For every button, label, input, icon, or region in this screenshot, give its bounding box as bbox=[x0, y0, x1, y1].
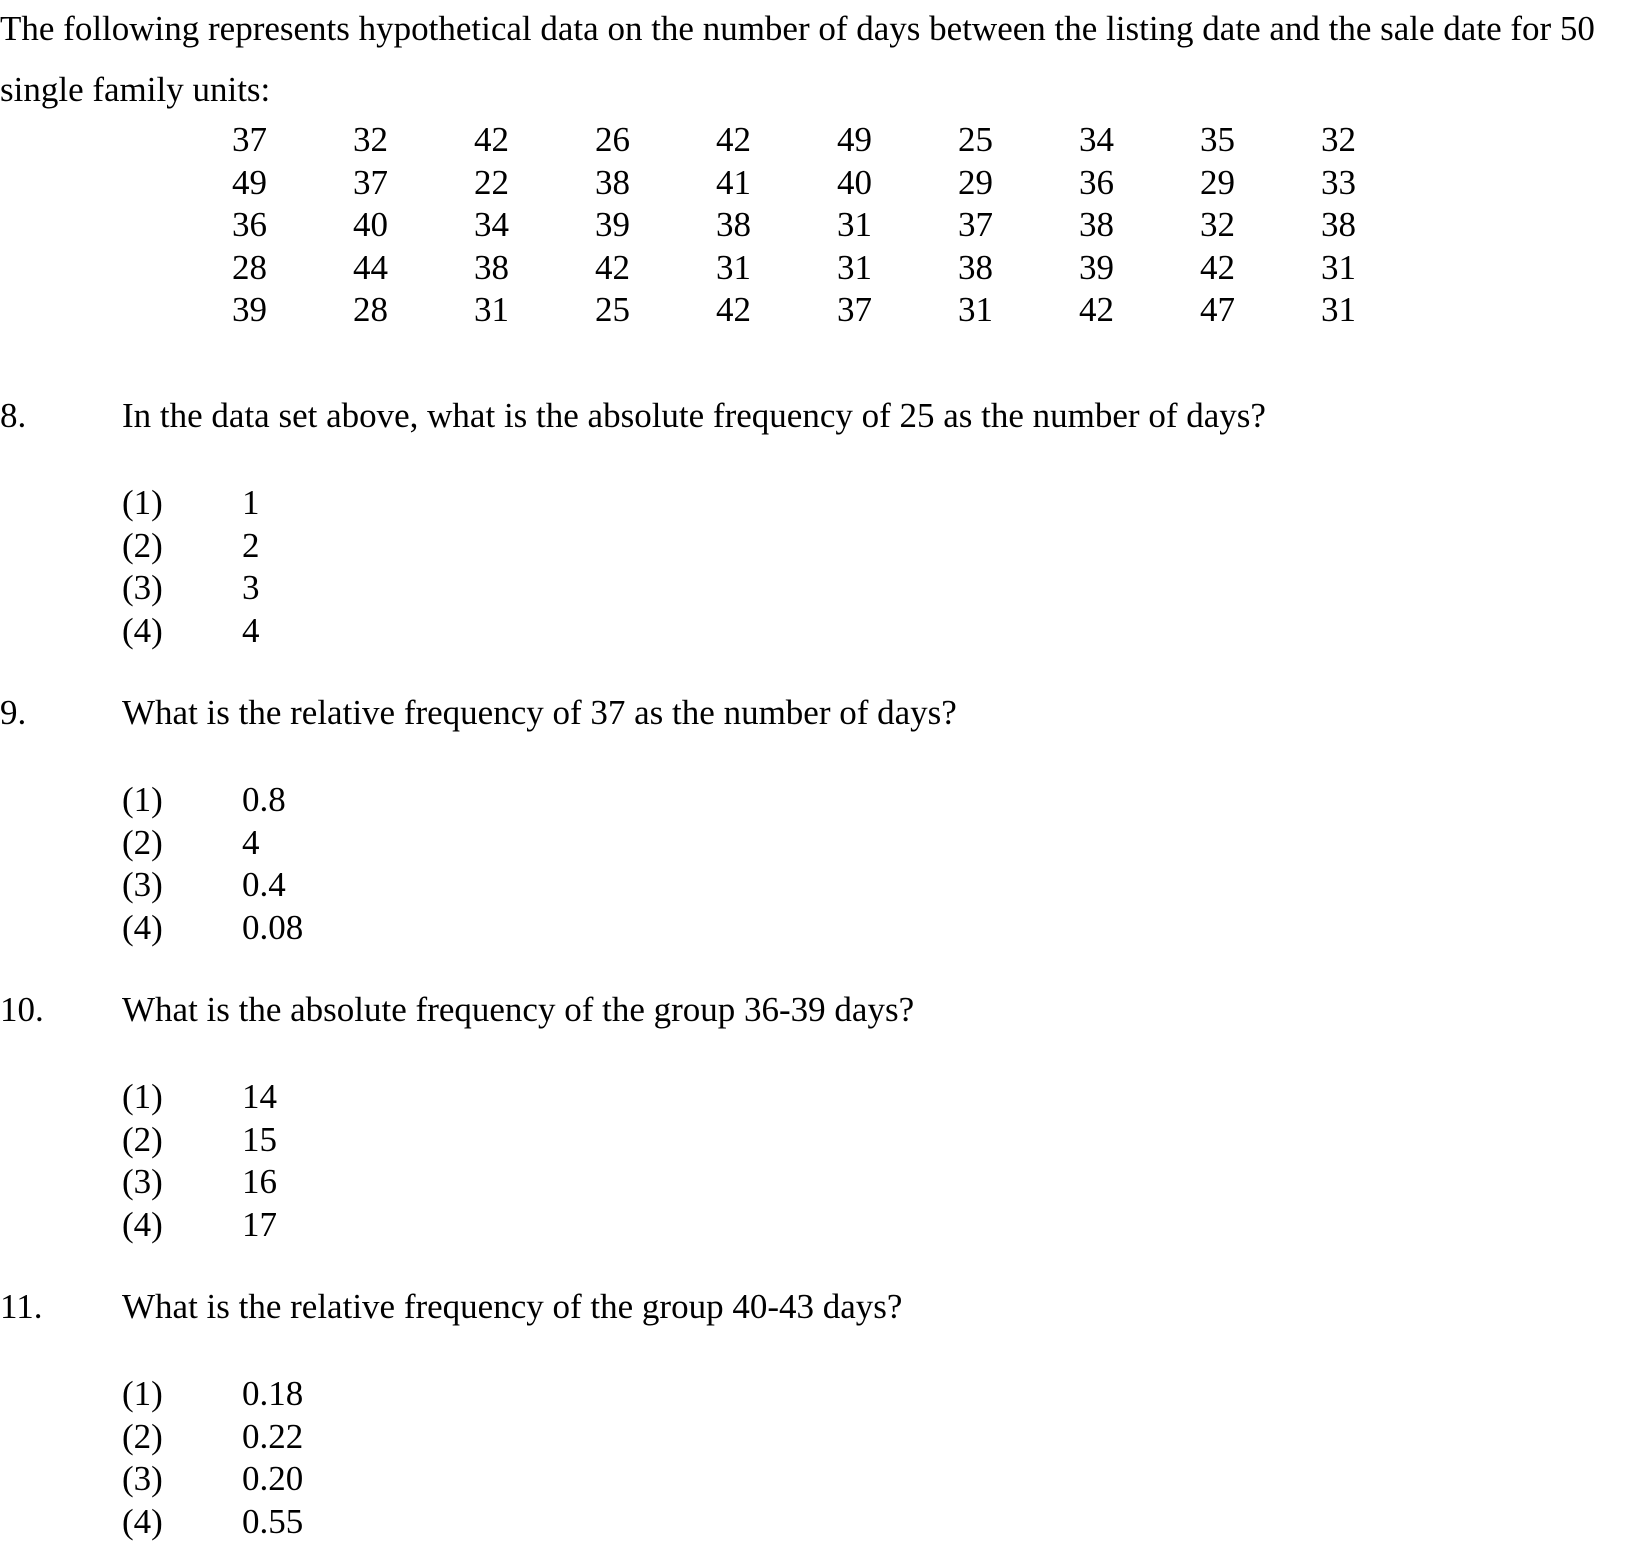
data-cell: 31 bbox=[1321, 290, 1356, 330]
data-cell: 34 bbox=[1079, 120, 1114, 160]
data-cell: 38 bbox=[1079, 205, 1114, 245]
option-label: (2) bbox=[122, 822, 163, 862]
option-value: 15 bbox=[242, 1119, 277, 1159]
option-label: (3) bbox=[122, 1162, 163, 1201]
option-value: 0.18 bbox=[242, 1374, 304, 1413]
data-cell: 42 bbox=[716, 120, 751, 160]
data-cell: 42 bbox=[595, 247, 630, 287]
option-value: 14 bbox=[242, 1077, 277, 1116]
data-row bbox=[232, 289, 1442, 332]
option-value: 2 bbox=[242, 525, 260, 565]
data-cell: 31 bbox=[837, 247, 872, 287]
data-cell: 36 bbox=[1079, 162, 1114, 202]
option-label: (2) bbox=[122, 1119, 163, 1159]
option-label: (4) bbox=[122, 610, 163, 650]
option-label: (3) bbox=[122, 1459, 163, 1498]
data-cell: 31 bbox=[1321, 247, 1356, 287]
question-text: What is the absolute frequency of the group 36-39 days? bbox=[122, 990, 915, 1029]
data-cell: 22 bbox=[474, 162, 509, 202]
data-cell: 32 bbox=[353, 120, 388, 160]
option-label: (4) bbox=[122, 907, 163, 947]
data-cell: 49 bbox=[232, 162, 267, 202]
data-cell: 28 bbox=[232, 247, 267, 287]
option-label: (1) bbox=[122, 780, 163, 819]
data-cell: 36 bbox=[232, 205, 267, 245]
data-cell: 44 bbox=[353, 247, 388, 287]
data-cell: 38 bbox=[716, 205, 751, 245]
option-label: (4) bbox=[122, 1501, 163, 1541]
data-cell: 32 bbox=[1200, 205, 1235, 245]
option-value: 17 bbox=[242, 1204, 277, 1244]
data-cell: 42 bbox=[1079, 290, 1114, 330]
data-cell: 34 bbox=[474, 205, 509, 245]
data-cell: 42 bbox=[474, 120, 509, 160]
question-text: In the data set above, what is the absolute frequency of 25 as the number of days? bbox=[122, 396, 1266, 435]
data-cell: 31 bbox=[958, 290, 993, 330]
option-label: (1) bbox=[122, 1374, 163, 1413]
option-label: (2) bbox=[122, 1416, 163, 1456]
data-cell: 40 bbox=[837, 162, 872, 202]
data-cell: 47 bbox=[1200, 290, 1235, 330]
data-cell: 39 bbox=[595, 205, 630, 245]
data-cell: 31 bbox=[474, 290, 509, 330]
data-cell: 37 bbox=[958, 205, 993, 245]
data-cell: 32 bbox=[1321, 120, 1356, 160]
option-label: (3) bbox=[122, 568, 163, 607]
data-cell: 25 bbox=[958, 120, 993, 160]
data-row bbox=[232, 247, 1442, 290]
data-cell: 42 bbox=[716, 290, 751, 330]
data-cell: 49 bbox=[837, 120, 872, 160]
data-cell: 37 bbox=[353, 162, 388, 202]
question-number: 10. bbox=[0, 990, 44, 1029]
data-row bbox=[232, 162, 1442, 205]
question-text: What is the relative frequency of 37 as the number of days? bbox=[122, 693, 957, 732]
data-row bbox=[232, 119, 1442, 162]
intro-paragraph: The following represents hypothetical data on the number of days between the listing date and the sale date for 50 single family units: bbox=[0, 9, 1595, 109]
data-cell: 37 bbox=[232, 120, 267, 160]
data-cell: 33 bbox=[1321, 162, 1356, 202]
data-cell: 42 bbox=[1200, 247, 1235, 287]
data-cell: 38 bbox=[595, 162, 630, 202]
option-value: 0.08 bbox=[242, 907, 304, 947]
option-value: 0.8 bbox=[242, 780, 286, 819]
option-value: 4 bbox=[242, 822, 260, 862]
question-number: 9. bbox=[0, 693, 27, 732]
data-cell: 38 bbox=[1321, 205, 1356, 245]
data-cell: 26 bbox=[595, 120, 630, 160]
data-cell: 38 bbox=[958, 247, 993, 287]
data-cell: 40 bbox=[353, 205, 388, 245]
option-value: 0.4 bbox=[242, 865, 286, 904]
data-cell: 28 bbox=[353, 290, 388, 330]
option-value: 0.20 bbox=[242, 1459, 304, 1498]
data-cell: 31 bbox=[837, 205, 872, 245]
data-cell: 29 bbox=[1200, 162, 1235, 202]
option-value: 3 bbox=[242, 568, 260, 607]
data-cell: 29 bbox=[958, 162, 993, 202]
option-label: (2) bbox=[122, 525, 163, 565]
option-value: 0.55 bbox=[242, 1501, 304, 1541]
question-number: 11. bbox=[0, 1287, 43, 1326]
option-label: (4) bbox=[122, 1204, 163, 1244]
option-value: 16 bbox=[242, 1162, 277, 1201]
option-value: 1 bbox=[242, 483, 260, 522]
option-value: 4 bbox=[242, 610, 260, 650]
option-label: (1) bbox=[122, 483, 163, 522]
data-cell: 37 bbox=[837, 290, 872, 330]
data-cell: 25 bbox=[595, 290, 630, 330]
question-text: What is the relative frequency of the group 40-43 days? bbox=[122, 1287, 903, 1326]
data-cell: 35 bbox=[1200, 120, 1235, 160]
option-label: (1) bbox=[122, 1077, 163, 1116]
option-label: (3) bbox=[122, 865, 163, 904]
question-number: 8. bbox=[0, 396, 27, 435]
data-cell: 41 bbox=[716, 162, 751, 202]
option-value: 0.22 bbox=[242, 1416, 304, 1456]
data-cell: 39 bbox=[1079, 247, 1114, 287]
data-cell: 38 bbox=[474, 247, 509, 287]
data-cell: 31 bbox=[716, 247, 751, 287]
data-cell: 39 bbox=[232, 290, 267, 330]
data-table bbox=[232, 119, 1442, 332]
data-row bbox=[232, 204, 1442, 247]
